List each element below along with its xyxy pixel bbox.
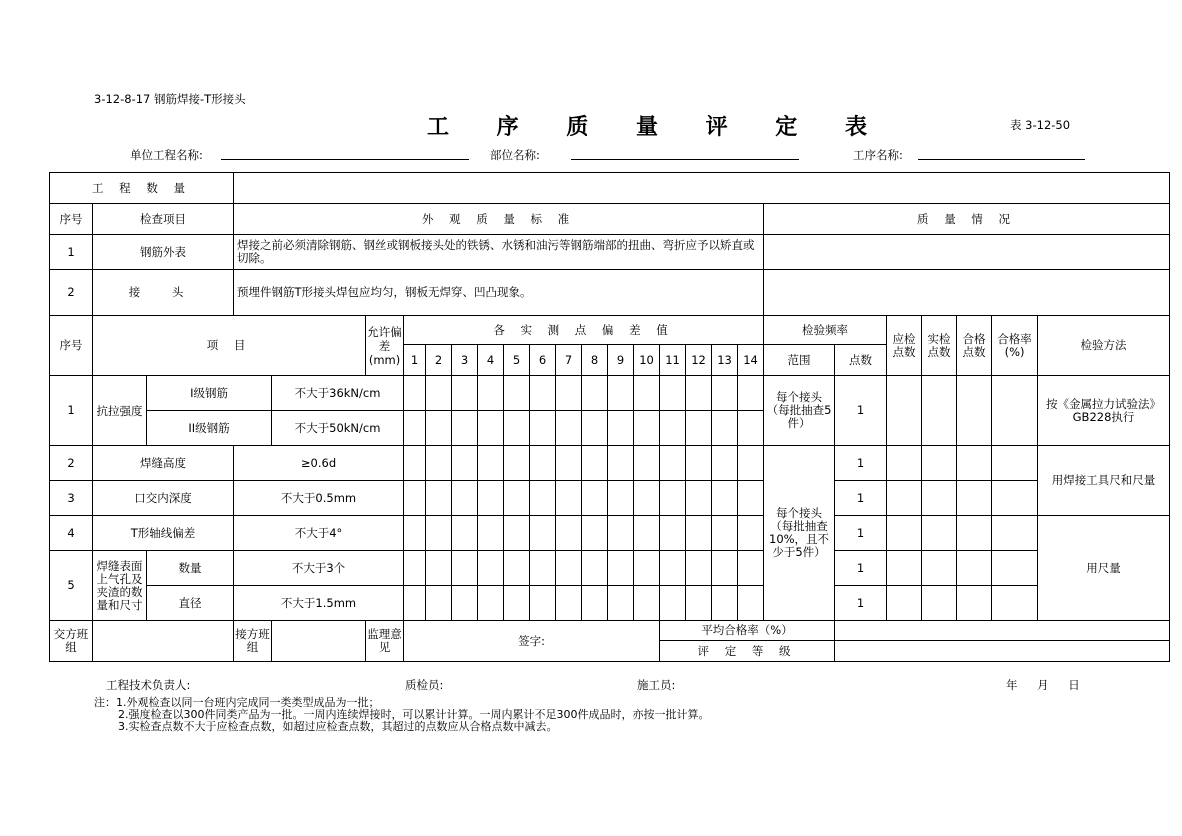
process-name-field[interactable] [918, 159, 1085, 160]
tensile-label: 抗拉强度 [93, 376, 147, 446]
measure-cell[interactable] [957, 376, 992, 446]
measure-cell[interactable] [608, 586, 634, 621]
point-number: 14 [738, 345, 764, 376]
measure-cell[interactable] [738, 376, 764, 411]
measure-cell[interactable] [634, 411, 660, 446]
measure-cell[interactable] [887, 516, 922, 551]
measure-cell[interactable] [530, 516, 556, 551]
grade1-tolerance: 不大于36kN/cm [272, 376, 404, 411]
measure-cell[interactable] [452, 446, 478, 481]
unit-name-field[interactable] [221, 159, 469, 160]
measure-cell[interactable] [992, 446, 1038, 481]
row-seq: 1 [50, 376, 93, 446]
measure-cell[interactable] [478, 551, 504, 586]
measure-cell[interactable] [957, 481, 992, 516]
measure-cell[interactable] [660, 446, 686, 481]
measure-cell[interactable] [426, 551, 452, 586]
measure-cell[interactable] [452, 551, 478, 586]
measure-cell[interactable] [478, 376, 504, 411]
count-header: 点数 [835, 345, 887, 376]
form-code: 3-12-8-17 钢筋焊接-T形接头 [94, 92, 246, 106]
measure-cell[interactable] [608, 516, 634, 551]
freq-count: 1 [835, 516, 887, 551]
quantity-field[interactable] [234, 173, 1170, 204]
weld-height-tolerance: ≥0.6d [234, 446, 404, 481]
surface-defect-label: 焊缝表面上气孔及夹渣的数量和尺寸 [93, 551, 147, 621]
tolerance-header: 允许偏差 (mm) [366, 316, 404, 376]
quality-cell[interactable] [764, 235, 1170, 270]
measure-cell[interactable] [608, 551, 634, 586]
standard-cell: 焊接之前必须清除钢筋、钢丝或钢板接头处的铁锈、水锈和油污等钢筋端部的扭曲、弯折应予以矫直或切除。 [234, 235, 764, 270]
measure-cell[interactable] [504, 481, 530, 516]
measure-cell[interactable] [660, 551, 686, 586]
freq-range-2: 每个接头（每批抽查10%，且不少于5件） [764, 446, 835, 621]
measure-cell[interactable] [686, 481, 712, 516]
measure-cell[interactable] [686, 516, 712, 551]
measure-cell[interactable] [922, 586, 957, 621]
measure-cell[interactable] [992, 376, 1038, 446]
measure-cell[interactable] [504, 551, 530, 586]
measure-cell[interactable] [404, 586, 426, 621]
measure-cell[interactable] [922, 516, 957, 551]
point-number: 2 [426, 345, 452, 376]
measure-cell[interactable] [452, 376, 478, 411]
measure-cell[interactable] [686, 411, 712, 446]
inspector-label: 质检员: [405, 678, 444, 692]
measure-cell[interactable] [478, 446, 504, 481]
avg-rate-field[interactable] [835, 621, 1170, 641]
quality-table [49, 172, 1170, 662]
note-3: 3.实检查点数不大于应检查点数，如超过应检查点数，其超过的点数应从合格点数中减去。 [118, 720, 558, 733]
point-number: 9 [608, 345, 634, 376]
measure-cell[interactable] [660, 376, 686, 411]
measure-cell[interactable] [660, 586, 686, 621]
measure-cell[interactable] [452, 586, 478, 621]
measure-cell[interactable] [556, 376, 582, 411]
sign-label: 签字: [404, 621, 660, 662]
range-header: 范围 [764, 345, 835, 376]
grade1-label: I级钢筋 [147, 376, 272, 411]
seq-cell: 1 [50, 235, 93, 270]
measure-cell[interactable] [504, 446, 530, 481]
seq-header: 序号 [50, 204, 93, 235]
part-name-field[interactable] [571, 159, 799, 160]
measure-cell[interactable] [686, 376, 712, 411]
measure-cell[interactable] [582, 411, 608, 446]
grade-label: 评 定 等 级 [660, 641, 835, 662]
measure-cell[interactable] [608, 446, 634, 481]
rate-header: 合格率(%) [992, 316, 1038, 376]
actual-header: 实检点数 [922, 316, 957, 376]
depth-label: 口交内深度 [93, 481, 234, 516]
freq-count: 1 [835, 586, 887, 621]
point-number: 8 [582, 345, 608, 376]
measure-cell[interactable] [556, 586, 582, 621]
page-title: 工 序 质 量 评 定 表 [427, 115, 887, 140]
measure-cell[interactable] [530, 446, 556, 481]
measure-cell[interactable] [608, 481, 634, 516]
freq-header: 检验频率 [764, 316, 887, 345]
point-number: 12 [686, 345, 712, 376]
point-number: 13 [712, 345, 738, 376]
weld-height-label: 焊缝高度 [93, 446, 234, 481]
measure-cell[interactable] [608, 411, 634, 446]
measure-cell[interactable] [404, 516, 426, 551]
row-seq: 4 [50, 516, 93, 551]
measure-cell[interactable] [712, 516, 738, 551]
measure-cell[interactable] [556, 446, 582, 481]
unit-name-label: 单位工程名称: [130, 148, 203, 162]
measure-cell[interactable] [404, 481, 426, 516]
measure-cell[interactable] [887, 551, 922, 586]
measure-cell[interactable] [478, 481, 504, 516]
measure-cell[interactable] [530, 411, 556, 446]
axis-deviation-tolerance: 不大于4° [234, 516, 404, 551]
freq-count: 1 [835, 376, 887, 446]
measure-cell[interactable] [582, 446, 608, 481]
quantity-sub-label: 数量 [147, 551, 234, 586]
seq-header: 序号 [50, 316, 93, 376]
measure-cell[interactable] [582, 376, 608, 411]
measure-cell[interactable] [504, 411, 530, 446]
handover-label: 交方班组 [50, 621, 93, 662]
builder-label: 施工员: [637, 678, 676, 692]
measure-cell[interactable] [738, 411, 764, 446]
measure-cell[interactable] [530, 481, 556, 516]
part-name-label: 部位名称: [490, 148, 540, 162]
measure-cell[interactable] [887, 376, 922, 446]
should-header: 应检点数 [887, 316, 922, 376]
row-seq: 3 [50, 481, 93, 516]
quantity-sub-tolerance: 不大于3个 [234, 551, 404, 586]
measure-cell[interactable] [634, 586, 660, 621]
quality-cell[interactable] [764, 270, 1170, 316]
freq-count: 1 [835, 446, 887, 481]
diameter-sub-label: 直径 [147, 586, 234, 621]
item-header: 项 目 [93, 316, 366, 376]
measure-cell[interactable] [556, 411, 582, 446]
pass-header: 合格点数 [957, 316, 992, 376]
measure-cell[interactable] [738, 481, 764, 516]
measure-cell[interactable] [426, 586, 452, 621]
point-number: 11 [660, 345, 686, 376]
measure-cell[interactable] [992, 516, 1038, 551]
measure-cell[interactable] [452, 411, 478, 446]
measure-cell[interactable] [530, 551, 556, 586]
quantity-label: 工 程 数 量 [50, 173, 234, 204]
seq-cell: 2 [50, 270, 93, 316]
freq-count: 1 [835, 481, 887, 516]
check-item-header: 检查项目 [93, 204, 234, 235]
measure-cell[interactable] [426, 376, 452, 411]
quality-header: 质 量 情 况 [764, 204, 1170, 235]
row-seq: 5 [50, 551, 93, 621]
measure-cell[interactable] [426, 481, 452, 516]
tech-lead-label: 工程技术负责人: [106, 678, 191, 692]
measure-cell[interactable] [992, 481, 1038, 516]
measure-cell[interactable] [738, 516, 764, 551]
measure-cell[interactable] [452, 481, 478, 516]
measure-cell[interactable] [504, 516, 530, 551]
measure-cell[interactable] [426, 411, 452, 446]
point-number: 7 [556, 345, 582, 376]
measure-cell[interactable] [922, 376, 957, 446]
grade-field[interactable] [835, 641, 1170, 662]
measure-cell[interactable] [404, 411, 426, 446]
note-2: 2.强度检查以300件同类产品为一批。一周内连续焊接时，可以累计计算。一周内累计不足300件成品时，亦按一批计算。 [118, 708, 710, 721]
measure-cell[interactable] [957, 516, 992, 551]
process-name-label: 工序名称: [853, 148, 903, 162]
measure-cell[interactable] [686, 446, 712, 481]
measure-cell[interactable] [887, 586, 922, 621]
measure-cell[interactable] [582, 516, 608, 551]
measure-cell[interactable] [922, 481, 957, 516]
freq-count: 1 [835, 551, 887, 586]
measure-cell[interactable] [556, 481, 582, 516]
measure-cell[interactable] [738, 551, 764, 586]
measure-cell[interactable] [504, 586, 530, 621]
measure-cell[interactable] [922, 551, 957, 586]
measure-cell[interactable] [404, 446, 426, 481]
measure-cell[interactable] [992, 586, 1038, 621]
grade2-label: II级钢筋 [147, 411, 272, 446]
handover-field[interactable] [93, 621, 234, 662]
measure-cell[interactable] [712, 376, 738, 411]
measure-cell[interactable] [660, 481, 686, 516]
measure-cell[interactable] [634, 446, 660, 481]
measure-cell[interactable] [582, 481, 608, 516]
measure-cell[interactable] [957, 586, 992, 621]
measure-cell[interactable] [404, 376, 426, 411]
measure-cell[interactable] [504, 376, 530, 411]
grade2-tolerance: 不大于50kN/cm [272, 411, 404, 446]
measure-cell[interactable] [582, 551, 608, 586]
measure-cell[interactable] [887, 446, 922, 481]
measure-cell[interactable] [404, 551, 426, 586]
measure-cell[interactable] [686, 551, 712, 586]
note-1: 注：1.外观检查以同一台班内完成同一类类型成品为一批； [94, 696, 380, 709]
measure-cell[interactable] [738, 586, 764, 621]
standard-header: 外 观 质 量 标 准 [234, 204, 764, 235]
measure-cell[interactable] [478, 516, 504, 551]
measure-cell[interactable] [608, 376, 634, 411]
point-number: 4 [478, 345, 504, 376]
date-label: 年 月 日 [1006, 678, 1088, 692]
method-header: 检验方法 [1038, 316, 1170, 376]
point-number: 3 [452, 345, 478, 376]
receiver-field[interactable] [272, 621, 366, 662]
measure-cell[interactable] [478, 586, 504, 621]
measure-cell[interactable] [660, 516, 686, 551]
measure-cell[interactable] [957, 446, 992, 481]
diameter-sub-tolerance: 不大于1.5mm [234, 586, 404, 621]
measure-cell[interactable] [582, 586, 608, 621]
avg-rate-label: 平均合格率（%） [660, 621, 835, 641]
tensile-method: 按《金属拉力试验法》GB228执行 [1038, 376, 1170, 446]
measure-cell[interactable] [530, 586, 556, 621]
item-cell: 接 头 [93, 270, 234, 316]
measure-cell[interactable] [556, 551, 582, 586]
receiver-label: 接方班组 [234, 621, 272, 662]
measure-cell[interactable] [922, 446, 957, 481]
measure-cell[interactable] [738, 446, 764, 481]
method-2: 用焊接工具尺和尺量 [1038, 446, 1170, 516]
measure-cell[interactable] [992, 551, 1038, 586]
points-header: 各 实 测 点 偏 差 值 [404, 316, 764, 345]
measure-cell[interactable] [426, 516, 452, 551]
measure-cell[interactable] [712, 446, 738, 481]
point-number: 10 [634, 345, 660, 376]
measure-cell[interactable] [660, 411, 686, 446]
measure-cell[interactable] [712, 586, 738, 621]
row-seq: 2 [50, 446, 93, 481]
measure-cell[interactable] [712, 551, 738, 586]
point-number: 6 [530, 345, 556, 376]
measure-cell[interactable] [686, 586, 712, 621]
point-number: 5 [504, 345, 530, 376]
measure-cell[interactable] [712, 411, 738, 446]
supervisor-label: 监理意见 [366, 621, 404, 662]
notes [94, 697, 709, 733]
measure-cell[interactable] [957, 551, 992, 586]
measure-cell[interactable] [634, 481, 660, 516]
measure-cell[interactable] [452, 516, 478, 551]
method-3: 用尺量 [1038, 516, 1170, 621]
item-cell: 钢筋外表 [93, 235, 234, 270]
measure-cell[interactable] [634, 376, 660, 411]
measure-cell[interactable] [712, 481, 738, 516]
measure-cell[interactable] [426, 446, 452, 481]
depth-tolerance: 不大于0.5mm [234, 481, 404, 516]
measure-cell[interactable] [478, 411, 504, 446]
measure-cell[interactable] [530, 376, 556, 411]
measure-cell[interactable] [887, 481, 922, 516]
axis-deviation-label: T形轴线偏差 [93, 516, 234, 551]
measure-cell[interactable] [556, 516, 582, 551]
point-number: 1 [404, 345, 426, 376]
measure-cell[interactable] [634, 516, 660, 551]
table-number: 表 3-12-50 [1010, 118, 1071, 132]
freq-range-1: 每个接头（每批抽查5件） [764, 376, 835, 446]
standard-cell: 预埋件钢筋T形接头焊包应均匀，钢板无焊穿、凹凸现象。 [234, 270, 764, 316]
measure-cell[interactable] [634, 551, 660, 586]
